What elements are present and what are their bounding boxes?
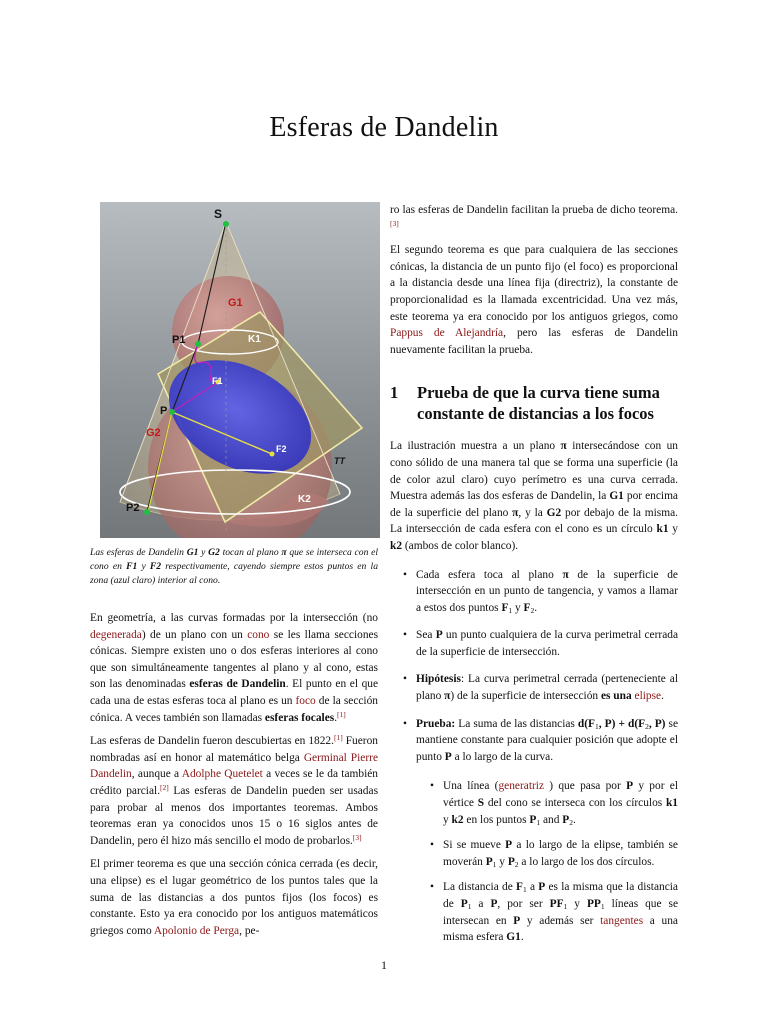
figure-caption: Las esferas de Dandelin G1 y G2 tocan al plano π que se interseca con el cono en F1 y F2 respectivamente, cayendo siempre estos puntos en la zona (azul claro) interior al cono. (90, 547, 379, 586)
link-elipse[interactable]: elipse (634, 690, 662, 703)
proof-list (390, 567, 678, 946)
list-item: • La distancia de $F_1$ a P es la misma que la distancia de $P_1$ a P, por ser $PF_1$ y $PP_1$ líneas que se intersecan en P y además ser tangentes a una misma esfera G1. (443, 879, 678, 945)
link-tangentes[interactable]: tangentes (600, 914, 644, 927)
link-pappus-de-alejandria[interactable]: Pappus de Alejandría (390, 327, 504, 340)
link-degenerada[interactable]: degenerada (90, 628, 142, 641)
link-apolonio-de-perga[interactable]: Apolonio de Perga (153, 924, 240, 937)
illustration-paragraph: La ilustración muestra a un plano π intersecándose con un cono sólido de una manera tal que se forma una superficie (la de color azul claro) cuyo perímetro es una curva cerrada. Muestra además las dos esferas de Dandelin, la G1 por encima de la superficie del plano π, y la G2 por debajo de la misma. La intersección de cada esfera con el cono es un círculo k1 y k2 (ambos de color blanco). (390, 440, 679, 552)
document-title: Esferas de Dandelin (269, 112, 499, 143)
history-paragraph: Las esferas de Dandelin fueron descubiertas en 1822.[1] Fueron nombradas así en honor al matemático belga Germinal Pierre Dandelin, aunque a Adolphe Quetelet a veces se le da también crédito parcial.[2] Las esferas de Dandelin pueden ser usadas para probar al menos dos importantes teoremas. Ambos teoremas eran ya conocidos unos 15 o 16 siglos antes de Dandelin, pero él hizo más sencillo el modo de probarlos.[3] (90, 733, 378, 847)
left-column (90, 202, 378, 946)
label-g2: G2 (146, 427, 161, 439)
continued-paragraph: ro las esferas de Dandelin facilitan la prueba de dicho teorema.[3] (390, 204, 678, 228)
page-number: 1 (381, 958, 387, 972)
citation-3[interactable]: [3] (352, 832, 362, 842)
citation-2[interactable]: [2] (160, 782, 169, 792)
list-item: • Sea P un punto cualquiera de la curva perimetral cerrada de la superficie de intersección. (416, 627, 678, 660)
link-generatriz[interactable]: generatriz (498, 780, 544, 793)
label-f2: F2 (276, 444, 287, 454)
citation-1[interactable]: [1] (337, 709, 346, 719)
label-k2: K2 (298, 494, 311, 505)
list-item: • Cada esfera toca al plano π de la superficie de intersección en un punto de tangencia, y vamos a llamar a estos dos puntos $F_1$ y $F_2$. (416, 567, 678, 617)
list-item: • Una línea (generatriz ) que pasa por P y por el vértice S del cono se interseca con los círculos k1 y k2 en los puntos $P_1$ and $P_2$. (443, 778, 678, 828)
list-item: • Prueba: La suma de las distancias $d(F_1$, $P) + d(F_2$, P) se mantiene constante para cualquier posición que adopte el punto P a lo largo de la curva. • Una línea (generatriz ) que pasa por P y por el vértice S del cono se interseca con los círculos k1 y k2 en los puntos $P_1$ and $P_2$. • Si se mueve P a lo largo de la elipse, también se moverán $P_1$ y $P_2$ a lo largo de los dos círculos. • La distancia de $F_1$ a P es la misma que la distancia de $P_1$ a P, por ser $PF_1$ y $PP_1$ líneas que se intersecan en P y además ser tangentes a una misma esfera G1. (416, 716, 678, 946)
section-heading (390, 382, 678, 424)
first-theorem-paragraph: El primer teorema es que una sección cónica cerrada (es decir, una elipse) es el lugar geométrico de los puntos tales que la suma de las distancias a dos puntos fijos (los focos) es constante. Esto ya era conocido por los antiguos matemáticos griegos como Apolonio de Perga, pe- (90, 858, 378, 937)
list-item: • Hipótesis: La curva perimetral cerrada (perteneciente al plano π) de la superficie de intersección es una elipse. (416, 671, 678, 704)
label-s: S (214, 207, 223, 221)
proof-sublist (416, 778, 678, 945)
label-f1: F1 (212, 376, 223, 386)
label-tt: TT (334, 456, 345, 466)
link-germinal-pierre-dandelin[interactable]: Germinal Pierre Dandelin (90, 751, 378, 781)
label-p2: P2 (126, 502, 140, 514)
list-item: • Si se mueve P a lo largo de la elipse, también se moverán $P_1$ y $P_2$ a lo largo de los dos círculos. (443, 837, 678, 870)
citation-1b[interactable]: [1] (333, 733, 343, 743)
citation-3b[interactable]: [3] (390, 218, 399, 228)
section-title: Prueba de que la curva tiene suma constante de distancias a los focos (417, 383, 660, 424)
section-number: 1 (390, 383, 399, 403)
second-theorem-paragraph: El segundo teorema es que para cualquiera de las secciones cónicas, la distancia de un punto fijo (el foco) es proporcional a la distancia desde una línea fija (directriz), la constante de proporcionalidad es la llamada excentricidad. Una vez más, este teorema ya era conocido por los antiguos griegos, como Pappus de Alejandría, pero las esferas de Dandelin nuevamente facilitan la prueba. (390, 244, 678, 356)
dandelin-spheres-figure (100, 202, 380, 538)
label-p1: P1 (172, 334, 186, 346)
intro-paragraph: En geometría, a las curvas formadas por la intersección (no degenerada) de un plano con un cono se les llama secciones cónicas. Siempre existen uno o dos esferas interiores al cono que son simultáneamente tangentes al plano y al cono, estas son las denominadas esferas de Dandelin. El punto en el que cada una de estas esferas toca al plano es un foco de la sección cónica. A veces también son llamadas esferas focales.[1] (90, 612, 379, 724)
label-p: P (160, 405, 168, 417)
right-column (390, 202, 678, 957)
link-foco[interactable]: foco (295, 694, 316, 707)
label-k1: K1 (248, 334, 261, 345)
link-cono[interactable]: cono (247, 628, 270, 641)
label-g1: G1 (228, 297, 243, 309)
link-adolphe-quetelet[interactable]: Adolphe Quetelet (181, 768, 263, 781)
